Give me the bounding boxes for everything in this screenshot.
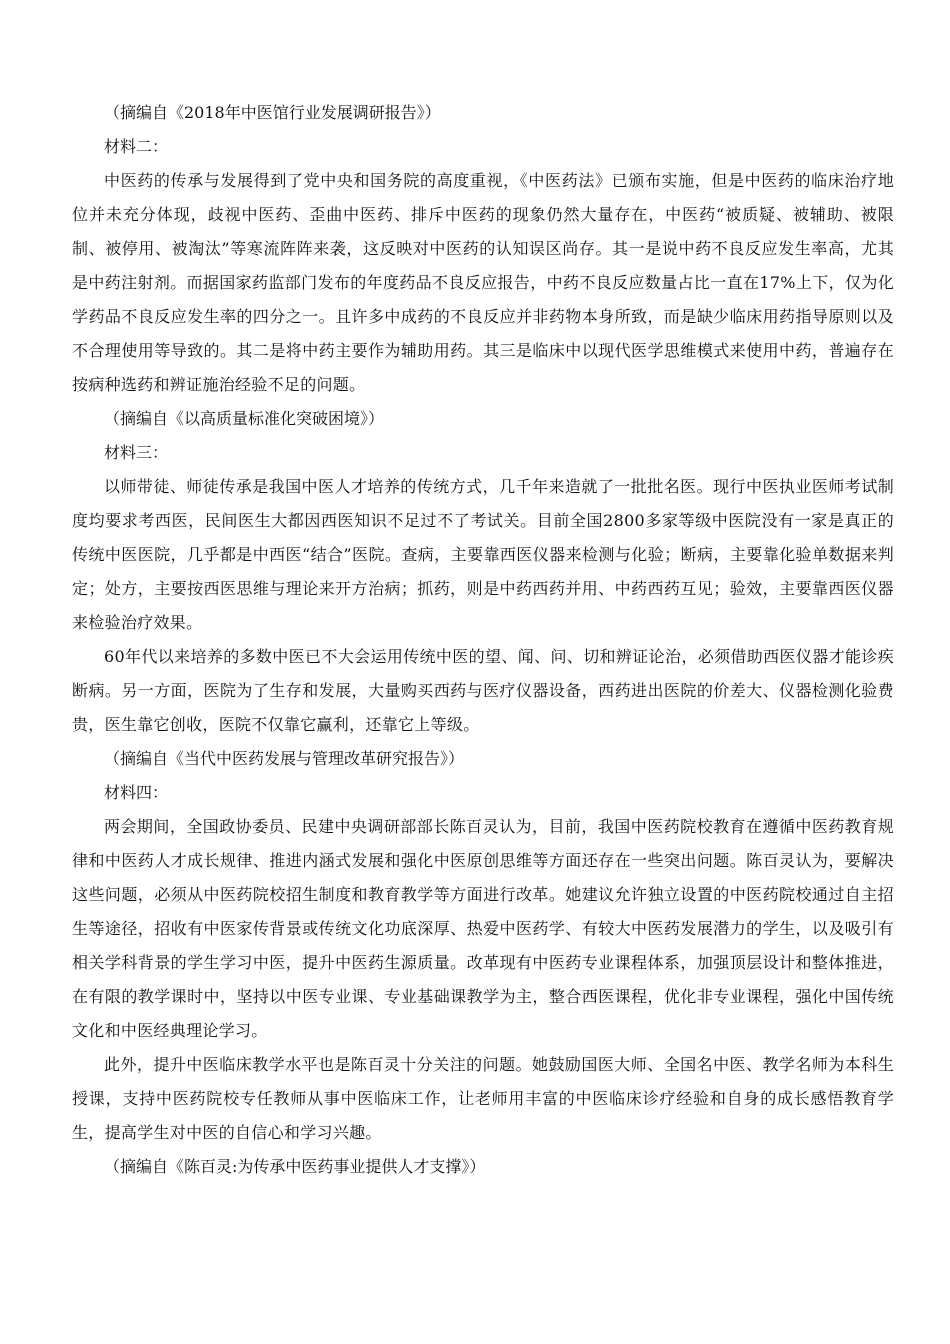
section-label-material-4: 材料四： [104,783,169,802]
section-label-material-3: 材料三： [104,443,169,462]
source-citation-material-1: （摘编自《2018年中医馆行业发展调研报告》） [104,103,441,122]
section-label-material-2: 材料二： [104,137,169,156]
source-citation-material-3: （摘编自《当代中医药发展与管理改革研究报告》） [104,749,465,768]
source-citation-material-4: （摘编自《陈百灵:为传承中医药事业提供人才支撑》） [104,1157,486,1176]
paragraph-material-2: 中医药的传承与发展得到了党中央和国务院的高度重视，《中医药法》已颁布实施，但是中医药的临床治疗地位并未充分体现，歧视中医药、歪曲中医药、排斥中医药的现象仍然大量存在，中医药“被质疑、被辅助、被限制、被停用、被淘汰”等寒流阵阵来袭，这反映对中医药的认知误区尚存。其一是说中药不良反应发生率高，尤其是中药注射剂。而据国家药监部门发布的年度药品不良反应报告，中药不良反应数量占比一直在17%上下，仅为化学药品不良反应发生率的四分之一。且许多中成药的不良反应并非药物本身所致，而是缺少临床用药指导原则以及不合理使用等导致的。其二是将中药主要作为辅助用药。其三是临床中以现代医学思维模式来使用中药，普遍存在按病种选药和辨证施治经验不足的问题。 [72,171,894,394]
paragraph-material-3-part-2: 60年代以来培养的多数中医已不大会运用传统中医的望、闻、问、切和辨证论治，必须借助西医仪器才能诊疾断病。另一方面，医院为了生存和发展，大量购买西药与医疗仪器设备，西药进出医院的价差大、仪器检测化验费贵，医生靠它创收，医院不仅靠它赢利，还靠它上等级。 [72,647,894,734]
paragraph-material-3-part-1: 以师带徒、师徒传承是我国中医人才培养的传统方式，几千年来造就了一批批名医。现行中医执业医师考试制度均要求考西医，民间医生大都因西医知识不足过不了考试关。目前全国2800多家等级中医院没有一家是真正的传统中医医院，几乎都是中西医“结合”医院。查病，主要靠西医仪器来检测与化验；断病，主要靠化验单数据来判定；处方，主要按西医思维与理论来开方治病；抓药，则是中药西药并用、中药西药互见；验效，主要靠西医仪器来检验治疗效果。 [72,477,894,632]
paragraph-material-4-part-1: 两会期间，全国政协委员、民建中央调研部部长陈百灵认为，目前，我国中医药院校教育在遵循中医药教育规律和中医药人才成长规律、推进内涵式发展和强化中医原创思维等方面还存在一些突出问题。陈百灵认为，要解决这些问题，必须从中医药院校招生制度和教育教学等方面进行改革。她建议允许独立设置的中医药院校通过自主招生等途径，招收有中医家传背景或传统文化功底深厚、热爱中医药学、有较大中医药发展潜力的学生，以及吸引有相关学科背景的学生学习中医，提升中医药生源质量。改革现有中医药专业课程体系，加强顶层设计和整体推进，在有限的教学课时中，坚持以中医专业课、专业基础课教学为主，整合西医课程，优化非专业课程，强化中国传统文化和中医经典理论学习。 [72,817,894,1040]
source-citation-material-2: （摘编自《以高质量标准化突破困境》） [104,409,385,428]
document-page [72,96,894,1184]
paragraph-material-4-part-2: 此外，提升中医临床教学水平也是陈百灵十分关注的问题。她鼓励国医大师、全国名中医、教学名师为本科生授课，支持中医药院校专任教师从事中医临床工作，让老师用丰富的中医临床诊疗经验和自身的成长感悟教育学生，提高学生对中医的自信心和学习兴趣。 [72,1055,894,1142]
